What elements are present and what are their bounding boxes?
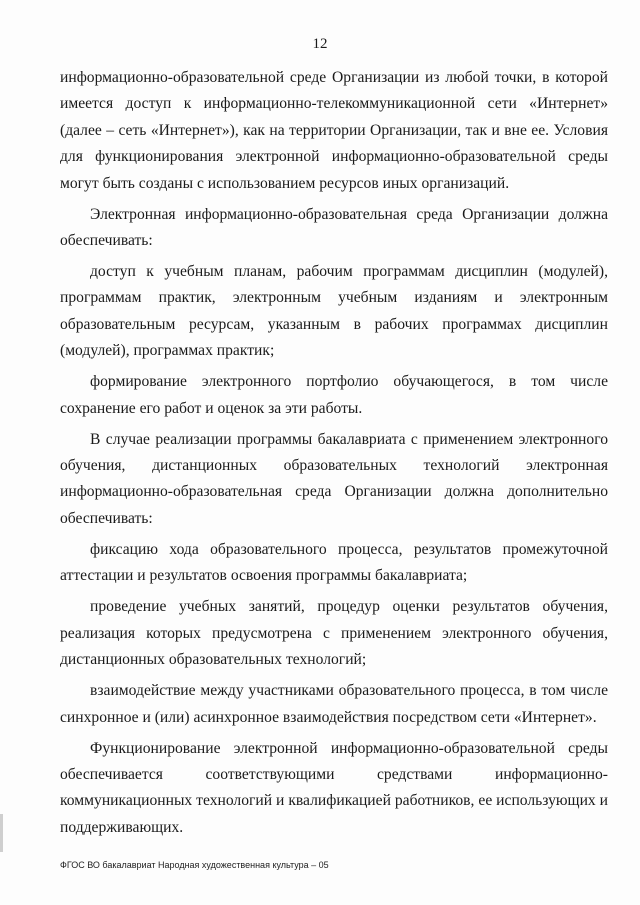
document-body <box>60 65 608 846</box>
document-footer: ФГОС ВО бакалавриат Народная художественная культура – 05 <box>60 860 329 870</box>
paragraph-6: фиксацию хода образовательного процесса, результатов промежуточной аттестации и результатов освоения программы бакалавриата; <box>60 540 608 585</box>
paragraph-2: Электронная информационно-образовательная среда Организации должна обеспечивать: <box>60 205 608 250</box>
paragraph-4: формирование электронного портфолио обучающегося, в том числе сохранение его работ и оценок за эти работы. <box>60 373 608 417</box>
paragraph-8: взаимодействие между участниками образовательного процесса, в том числе синхронное и (или) асинхронное взаимодействия посредством сети «Интернет». <box>60 682 608 726</box>
paragraph-7: проведение учебных занятий, процедур оценки результатов обучения, реализация которых предусмотрена с применением электронного обучения, дистанционных образовательных технологий; <box>60 598 608 669</box>
paragraph-3: доступ к учебным планам, рабочим программам дисциплин (модулей), программам практик, электронным учебным изданиям и электронным образовательным ресурсам, указанным в рабочих программах дисциплин (модулей), программах практик; <box>60 263 608 360</box>
paragraph-9: Функционирование электронной информационно-образовательной среды обеспечивается соответствующими средствами информационно-коммуникационных технологий и квалификацией работников, ее использующих и поддерживающих. <box>60 739 608 836</box>
scan-edge-mark <box>0 814 3 852</box>
paragraph-5: В случае реализации программы бакалавриата с применением электронного обучения, дистанционных образовательных технологий электронная информационно-образовательная среда Организации должна дополнительно обеспечивать: <box>60 430 608 527</box>
paragraph-1: информационно-образовательной среде Организации из любой точки, в которой имеется доступ к информационно-телекоммуникационной сети «Интернет» (далее – сеть «Интернет»), как на территории Организации, так и вне ее. Условия для функционирования электронной информационно-образовательной среды могут быть созданы с использованием ресурсов иных организаций. <box>60 69 608 192</box>
page-number: 12 <box>312 36 328 52</box>
